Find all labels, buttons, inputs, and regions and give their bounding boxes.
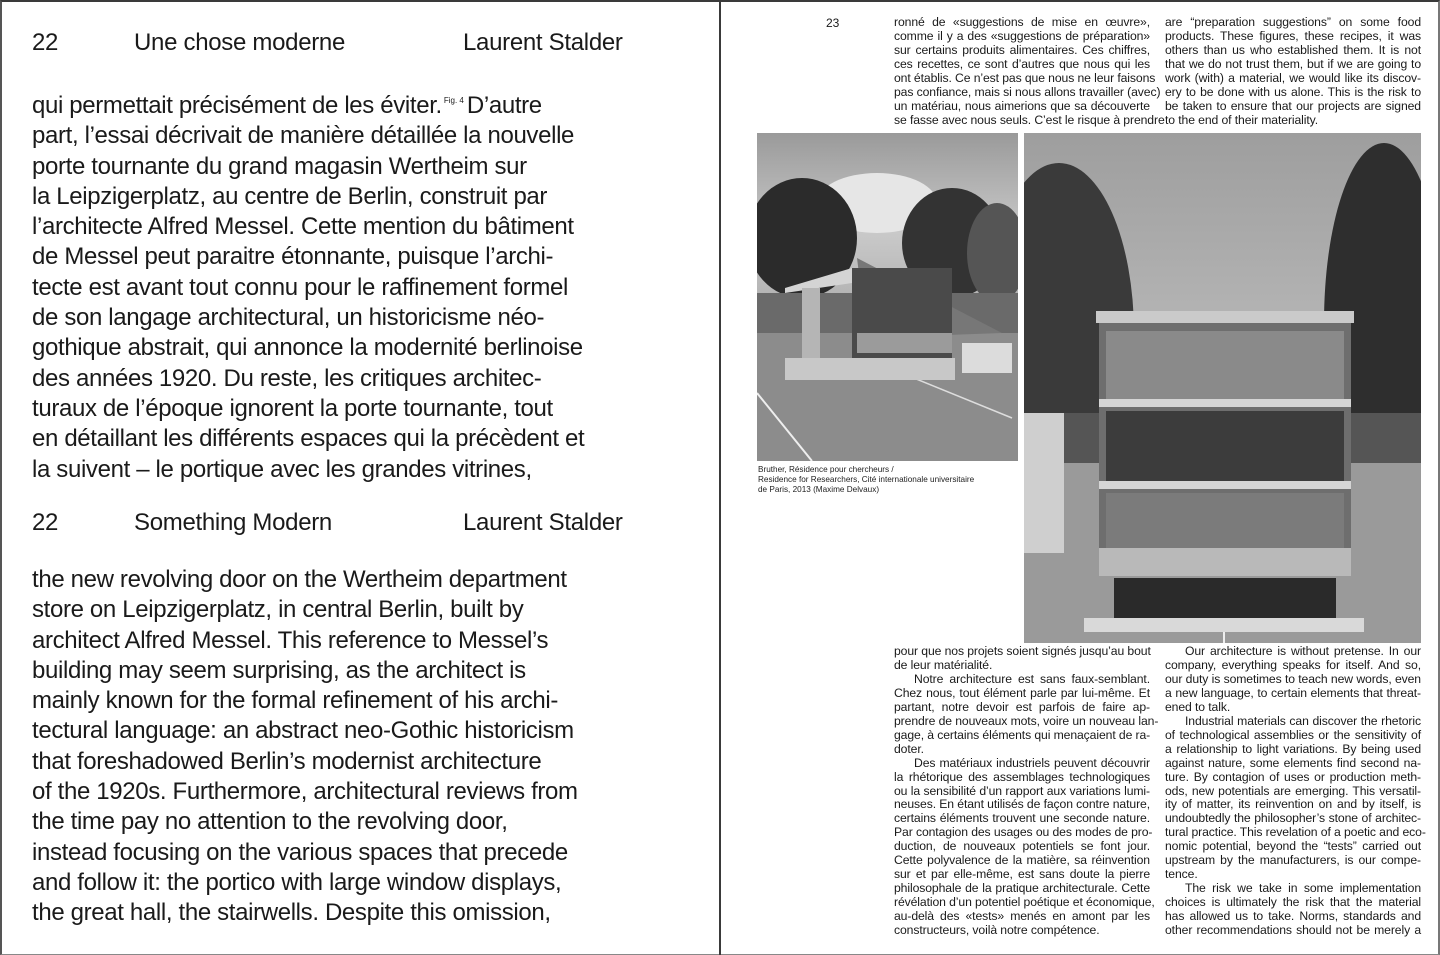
text-line: gage, à certains éléments qui menaçaient de ra- — [894, 727, 1151, 742]
page-gutter-divider — [719, 0, 721, 955]
text-line: de son langage architectural, un historicisme néo- — [32, 304, 545, 332]
text-line: doter. — [894, 741, 924, 756]
text-line: upstream by the manufacturers, is our compe- — [1165, 853, 1421, 868]
text-line: ture. By contagion of uses or production meth- — [1165, 769, 1421, 784]
text-line: company, everything speaks for itself. And so, — [1165, 657, 1421, 672]
text-line: that we do not trust them, but if we are going to — [1165, 56, 1421, 71]
text-line: are “preparation suggestions” on some food — [1165, 15, 1421, 29]
text-line: and follow it: the portico with large window displays, — [32, 868, 562, 896]
text-line: products. These figures, these recipes, it was — [1165, 28, 1421, 43]
author-name: Laurent Stalder — [463, 509, 623, 536]
text-line: pas confiance, mais si nous allons travailler (avec) — [894, 84, 1161, 99]
french-column-bottom — [894, 644, 1159, 938]
text-line: gothique abstrait, qui annonce la modernité berlinoise — [32, 334, 583, 362]
text-line: the time pay no attention to the revolving door, — [32, 808, 508, 836]
english-column-top — [1165, 16, 1421, 128]
text-line: tecte est avant tout connu pour le raffinement formel — [32, 273, 568, 301]
text-line: révélation d’un potentiel poétique et économique, — [894, 895, 1155, 910]
text-line: prendre de nouveaux mots, voire un nouveau lan- — [894, 713, 1159, 728]
text-line: un matériau, nous aimerions que sa découverte — [894, 98, 1150, 113]
text-line: part, l’essai décrivait de manière détaillée la nouvelle — [32, 122, 575, 150]
figure-caption — [758, 465, 974, 495]
text-line: la rhétorique des assemblages technologiques — [894, 769, 1150, 784]
text-line: ods, new potentials are emerging. This versatil- — [1165, 783, 1421, 798]
text-line: duction, de nouveaux potentiels se font jour. — [894, 839, 1150, 854]
text-line: has allowed us to take. Norms, standards and — [1165, 909, 1421, 924]
text-line: ened to talk. — [1165, 699, 1231, 714]
text-line: sur certains produits alimentaires. Ces chiffres, — [894, 42, 1150, 57]
text-line: work (with) a material, we would like its discov- — [1165, 70, 1421, 85]
text-line: tence. — [1165, 867, 1198, 882]
photo-pavilion-angled — [757, 133, 1018, 461]
text-line: la Leipzigerplatz, au centre de Berlin, construit par — [32, 182, 548, 210]
text-line: se fasse avec nous seuls. C’est le risque à prendre — [894, 112, 1165, 127]
text-line: Par contagion des usages ou des modes de pro- — [894, 825, 1153, 840]
text-line: other recommendations should not be merely a — [1165, 923, 1421, 938]
text-line: ity of matter, its reinvention on and by itself, is — [1165, 797, 1421, 812]
text-line: porte tournante du grand magasin Wertheim sur — [32, 152, 527, 180]
text-line: mainly known for the formal refinement of his archi- — [32, 687, 559, 715]
text-line: a relationship to light variations. By being used — [1165, 741, 1421, 756]
photo-2-illustration — [1024, 133, 1421, 643]
text-line: Residence for Researchers, Cité internationale universitaire — [758, 475, 975, 484]
text-line: ces recettes, ce sont d’autres que nous qui les — [894, 56, 1150, 71]
text-line: comme il y a des «suggestions de préparation» — [894, 28, 1150, 43]
text-line: des années 1920. Du reste, les critiques architec- — [32, 364, 542, 392]
text-line: sur et par elle-même, est sans doute la pierre — [894, 867, 1150, 882]
text-line: a new language, to certain elements that threat- — [1165, 685, 1421, 700]
text-line: tectural language: an abstract neo-Gothic historicism — [32, 717, 574, 745]
text-line: turaux de l’époque ignorent la porte tournante, tout — [32, 394, 553, 422]
text-line: l’architecte Alfred Messel. Cette mention du bâtiment — [32, 213, 574, 241]
text-line: nomic potential, beyond the “tests” carried out — [1165, 839, 1421, 854]
chapter-title: Une chose moderne — [134, 29, 346, 56]
text-line: that foreshadowed Berlin’s modernist architecture — [32, 747, 542, 775]
text-line: Notre architecture est sans faux-semblant. — [914, 671, 1150, 686]
text-line: philosophale de la pratique architecturale. Cette — [894, 881, 1150, 896]
text-line: our duty is sometimes to teach new words, even — [1165, 671, 1421, 686]
photo-pavilion-front — [1024, 133, 1421, 643]
text-line: undoubtedly the philosopher’s stone of architec- — [1165, 811, 1421, 826]
english-body-lines — [32, 565, 672, 929]
text-line: ronné de «suggestions de mise en œuvre», — [894, 15, 1150, 29]
text-line: la suivent – le portique avec les grandes vitrines, — [32, 455, 532, 483]
text-line: certains éléments trouvent une seconde nature. — [894, 811, 1150, 826]
text-line: store on Leipzigerplatz, in central Berlin, built by — [32, 596, 524, 624]
text-line: de Messel peut paraitre étonnante, puisque l’archi- — [32, 243, 554, 271]
text-line: the new revolving door on the Wertheim department — [32, 566, 567, 593]
text-line: ont établis. Ce n’est pas que nous ne leur faisons — [894, 70, 1156, 85]
text-line: against nature, some elements find second na- — [1165, 755, 1421, 770]
text-line: de Paris, 2013 (Maxime Delvaux) — [758, 485, 880, 494]
text-line: pour que nos projets soient signés jusqu’au bout — [894, 644, 1151, 658]
text-line: Industrial materials can discover the rhetoric — [1185, 713, 1421, 728]
text-line: The risk we take in some implementation — [1185, 881, 1421, 896]
page-number: 22 — [32, 509, 59, 536]
text-line: others than us who established them. It is not — [1165, 42, 1421, 57]
text-line: building may seem surprising, as the architect is — [32, 656, 526, 684]
text-line: ery to be done with us alone. This is the risk to — [1165, 84, 1421, 99]
text-line: tural practice. This revelation of a poetic and eco- — [1165, 825, 1426, 840]
text-line: of the 1920s. Furthermore, architectural reviews from — [32, 778, 578, 806]
text-line: be taken to ensure that our projects are signed — [1165, 98, 1421, 113]
text-line: Cette polyvalence de la matière, sa réinvention — [894, 853, 1150, 868]
photo-1-illustration — [757, 133, 1018, 461]
author-name: Laurent Stalder — [463, 29, 623, 56]
text-line: Bruther, Résidence pour chercheurs / — [758, 465, 894, 474]
text-line: au-delà des «tests» menés en amont par les — [894, 909, 1150, 924]
text-line: the great hall, the stairwells. Despite this omission, — [32, 899, 551, 927]
text-line: ou la sensibilité d’un rapport aux variations lumi- — [894, 783, 1150, 798]
text-line: Our architecture is without pretense. In our — [1185, 644, 1421, 658]
text-line: Des matériaux industriels peuvent découvrir — [914, 755, 1150, 770]
text-line: partant, notre devoir est parfois de faire ap- — [894, 699, 1150, 714]
english-body-text — [32, 565, 672, 929]
text-line: en détaillant les différents espaces qui la précèdent et — [32, 425, 585, 453]
page-number-right: 23 — [826, 16, 840, 30]
text-line: architect Alfred Messel. This reference to Messel’s — [32, 626, 549, 654]
english-column-bottom — [1165, 644, 1426, 938]
french-body-lines — [32, 121, 672, 485]
figure-reference[interactable]: Fig. 4 — [443, 96, 464, 105]
french-column-top — [894, 15, 1165, 128]
text-line: Chez nous, tout élément parle par lui-même. Et — [894, 685, 1150, 700]
text-line: de leur matérialité. — [894, 657, 993, 672]
text-line: to the end of their materiality. — [1165, 112, 1319, 127]
text-line: qui permettait précisément de les éviter. $^{Fig. 4}$ D’autre — [32, 92, 542, 119]
text-line: instead focusing on the various spaces that precede — [32, 838, 568, 866]
chapter-title: Something Modern — [134, 509, 332, 536]
french-body-text — [32, 86, 672, 485]
text-line: neuses. En étant utilisés de façon contre nature, — [894, 797, 1150, 812]
page-number: 22 — [32, 29, 59, 56]
text-line: choices is ultimately the risk that the material — [1165, 895, 1421, 910]
text-line: constructeurs, voilà notre compétence. — [894, 923, 1100, 938]
text-line: of technological assemblies or the sensitivity of — [1165, 727, 1421, 742]
